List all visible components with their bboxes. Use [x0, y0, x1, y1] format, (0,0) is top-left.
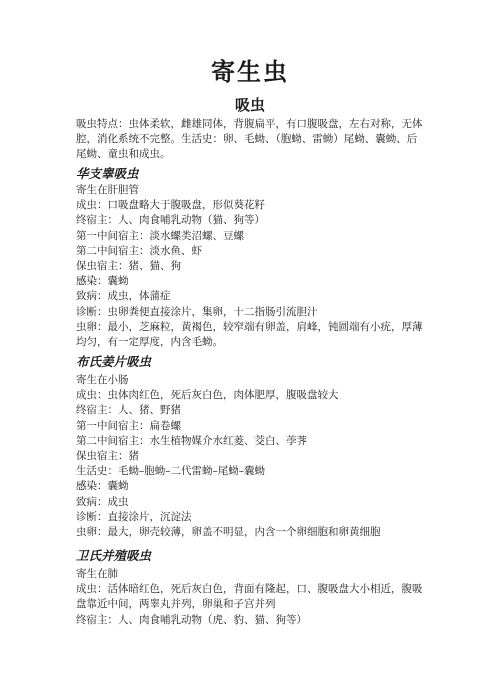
- text-line: 寄生在小肠: [76, 374, 129, 386]
- text-line: 第二中间宿主：水生植物媒介水红菱、茭白、荸荠: [76, 434, 307, 447]
- text-line: 终宿主：人、猪、野猪: [76, 404, 181, 417]
- text-line: 诊断：虫卵粪便直接涂片，集卵，十二指肠引流胆汁: [76, 305, 318, 318]
- text-line: 成虫：虫体肉红色，死后灰白色，肉体肥厚，腹吸盘较大: [76, 389, 339, 402]
- text-line: 致病：成虫: [76, 495, 129, 508]
- section-heading-paragonimus: 卫氏并殖吸虫: [76, 548, 152, 563]
- text-line: 终宿主：人、肉食哺乳动物（虎、豹、猫、狗等）: [76, 613, 307, 626]
- text-line: 保虫宿主：猪、猫、狗: [76, 260, 181, 273]
- text-line: 致病：成虫，体蒲症: [76, 290, 171, 303]
- text-line: 寄生在肺: [76, 568, 118, 580]
- text-line: 保虫宿主：猪: [76, 450, 139, 463]
- intro-paragraph: 吸虫特点：虫体柔软，雌雄同体，背腹扁平，有口腹吸盘，左右对称，无体腔，消化系统不完整。生活史：卵、毛蚴、（胞蚴、雷蚴）尾蚴、囊蚴、后尾蚴、童虫和成虫。: [76, 118, 423, 160]
- page-title: 寄生虫: [211, 57, 289, 86]
- text-line: 生活史：毛蚴–胞蚴–二代雷蚴–尾蚴–囊蚴: [76, 465, 265, 478]
- text-line: 成虫：活体暗红色，死后灰白色，背面有隆起，口、腹吸盘大小相近，腹吸盘靠近中间，两睾丸并列，卵巢和子宫并列: [76, 583, 423, 611]
- text-line: 诊断：直接涂片，沉淀法: [76, 510, 192, 523]
- section-body-fasciolopsis: [76, 373, 426, 540]
- section-body-paragonimus: [76, 567, 426, 628]
- text-line: 感染：囊蚴: [76, 275, 129, 288]
- text-line: 第二中间宿主：淡水鱼、虾: [76, 244, 202, 257]
- text-line: 感染：囊蚴: [76, 480, 129, 493]
- section-body-clonorchis: [76, 183, 426, 350]
- text-line: 终宿主：人、肉食哺乳动物（猫、狗等）: [76, 214, 265, 227]
- section-heading-clonorchis: 华支睾吸虫: [76, 166, 139, 181]
- page-subtitle: 吸虫: [234, 96, 265, 114]
- text-line: 第一中间宿主：淡水螺类沼螺、豆螺: [76, 229, 244, 242]
- section-heading-fasciolopsis: 布氏姜片吸虫: [76, 354, 152, 369]
- text-line: 虫卵：最小，芝麻粒，黄褐色，较窄端有卵盖，肩峰，钝圆端有小疣，厚薄均匀，有一定厚度，内含毛蚴。: [76, 320, 423, 349]
- text-line: 寄生在肝胆管: [76, 184, 139, 196]
- text-line: 虫卵：最大，卵壳较薄，卵盖不明显，内含一个卵细胞和卵黄细胞: [76, 526, 381, 539]
- text-line: 成虫：口吸盘略大于腹吸盘，形似葵花籽: [76, 199, 265, 212]
- text-line: 第一中间宿主：扁卷螺: [76, 419, 181, 432]
